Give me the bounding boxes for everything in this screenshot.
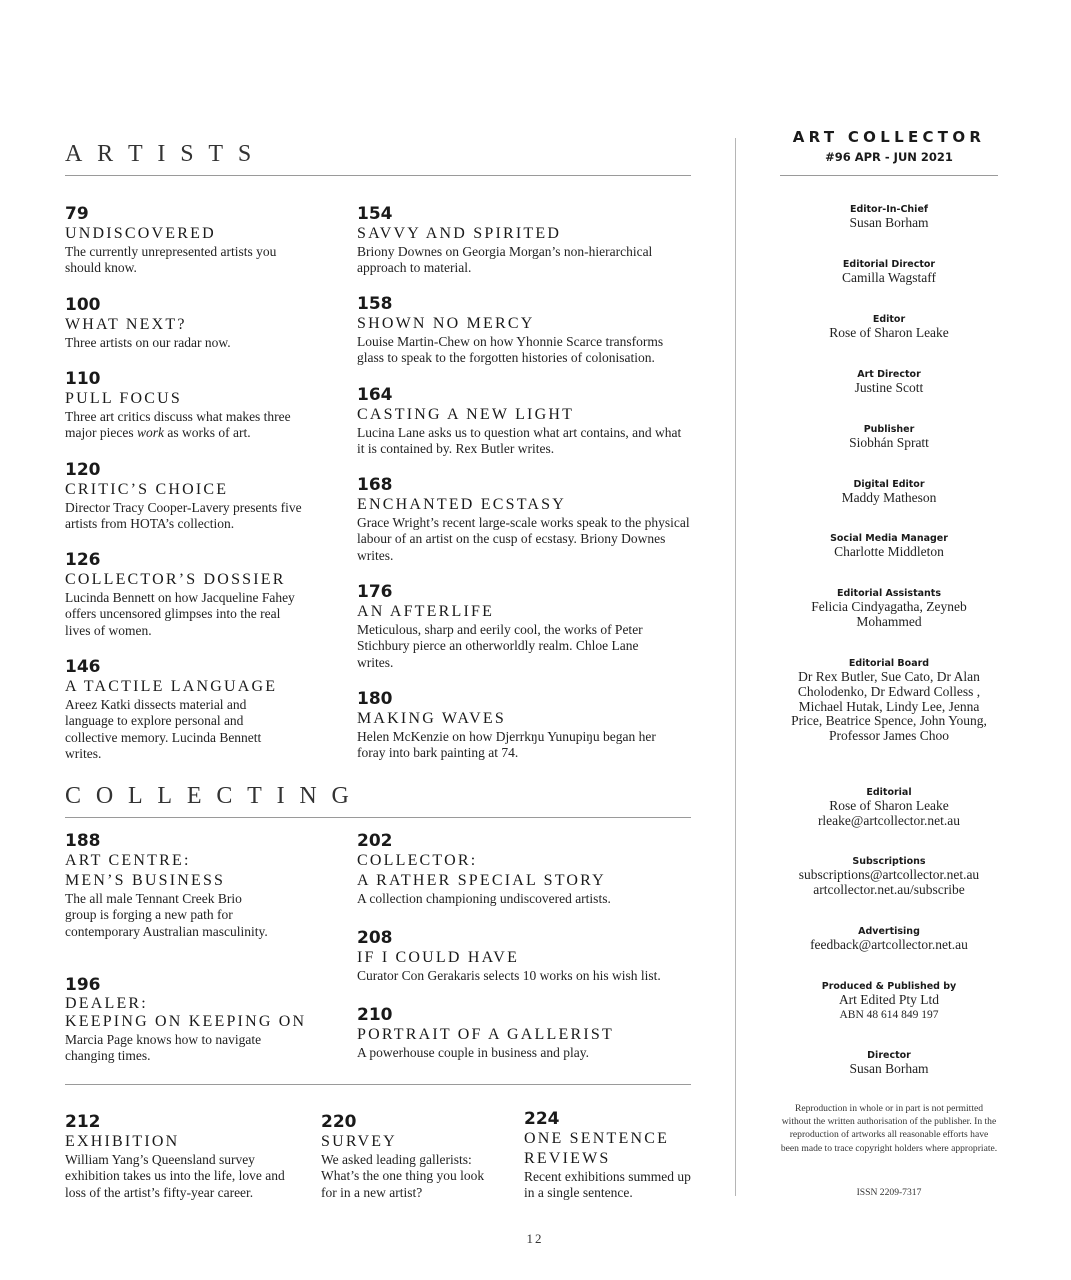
entry-desc: Areez Katki dissects material and language to explore personal and collective memory. Lucinda Bennett writes. bbox=[65, 697, 262, 762]
entry-title: DEALER: bbox=[65, 995, 148, 1012]
toc-entry[interactable] bbox=[65, 831, 275, 940]
entry-title: IF I COULD HAVE bbox=[357, 949, 520, 966]
entry-desc: Marcia Page knows how to navigate changing times. bbox=[65, 1032, 262, 1064]
page-ref: 158 bbox=[357, 294, 393, 314]
staff-role: Editor-In-Chief bbox=[849, 204, 929, 215]
entry-desc: Louise Martin-Chew on how Yhonnie Scarce transforms glass to speak to the forgotten histories of colonisation. bbox=[357, 334, 664, 366]
staff-credit bbox=[780, 1049, 998, 1077]
entry-title: A TACTILE LANGUAGE bbox=[65, 678, 278, 695]
staff-role: Social Media Manager bbox=[830, 533, 948, 544]
entry-title: ART CENTRE: bbox=[65, 852, 191, 869]
subscribe-link[interactable]: artcollector.net.au/subscribe bbox=[813, 881, 965, 897]
staff-name: Charlotte Middleton bbox=[834, 544, 944, 559]
staff-role: Director bbox=[867, 1050, 911, 1061]
page-ref: 154 bbox=[357, 204, 393, 224]
entry-desc: We asked leading gallerists: What’s the one thing you look for in a new artist? bbox=[321, 1152, 485, 1200]
entry-title: SAVVY AND SPIRITED bbox=[357, 225, 562, 242]
page-ref: 120 bbox=[65, 460, 101, 480]
page-ref: 110 bbox=[65, 369, 101, 389]
page-ref: 188 bbox=[65, 831, 101, 851]
toc-entry[interactable] bbox=[524, 1109, 694, 1202]
entry-title: REVIEWS bbox=[524, 1150, 611, 1167]
entry-desc: Curator Con Gerakaris selects 10 works on his wish list. bbox=[357, 968, 661, 983]
entry-title: ONE SENTENCE bbox=[524, 1130, 670, 1147]
entry-desc: A powerhouse couple in business and play. bbox=[357, 1045, 589, 1060]
emphasis: work bbox=[136, 425, 164, 441]
entry-title: AN AFTERLIFE bbox=[357, 603, 495, 620]
entry-title: EXHIBITION bbox=[65, 1133, 180, 1150]
toc-entry[interactable] bbox=[65, 369, 315, 442]
entry-title: SURVEY bbox=[321, 1133, 397, 1150]
entry-title: CRITIC’S CHOICE bbox=[65, 481, 229, 498]
staff-credit bbox=[780, 423, 998, 451]
entry-title: MAKING WAVES bbox=[357, 710, 506, 727]
staff-role: Editorial Director bbox=[842, 259, 936, 270]
page-number: 12 bbox=[526, 1231, 544, 1246]
staff-name: Felicia Cindyagatha, Zeyneb Mohammed bbox=[811, 599, 967, 629]
toc-entry[interactable] bbox=[65, 550, 305, 639]
page-ref: 100 bbox=[65, 295, 101, 315]
entry-title: WHAT NEXT? bbox=[65, 316, 187, 333]
staff-name: Susan Borham bbox=[849, 215, 929, 230]
entry-title: ENCHANTED ECSTASY bbox=[357, 496, 567, 513]
toc-entry[interactable] bbox=[357, 475, 692, 564]
page-ref: 180 bbox=[357, 689, 393, 709]
entry-title: PORTRAIT OF A GALLERIST bbox=[357, 1026, 614, 1043]
staff-credit bbox=[780, 478, 998, 506]
toc-entry[interactable] bbox=[357, 928, 692, 984]
page-ref: 168 bbox=[357, 475, 393, 495]
staff-role: Produced & Published by bbox=[821, 981, 957, 992]
staff-name: Camilla Wagstaff bbox=[841, 270, 937, 285]
entry-desc: A collection championing undiscovered artists. bbox=[357, 891, 611, 906]
staff-credit bbox=[780, 980, 998, 1023]
page-ref: 202 bbox=[357, 831, 393, 851]
staff-role: Art Director bbox=[857, 369, 921, 380]
staff-name: Maddy Matheson bbox=[841, 490, 937, 505]
staff-email[interactable]: rleake@artcollector.net.au bbox=[817, 812, 961, 828]
page-ref: 210 bbox=[357, 1005, 393, 1025]
staff-role: Advertising bbox=[858, 926, 920, 937]
staff-name: Siobhán Spratt bbox=[849, 435, 929, 450]
toc-entry[interactable] bbox=[65, 204, 315, 277]
entry-desc: Three artists on our radar now. bbox=[65, 335, 231, 350]
entry-title: CASTING A NEW LIGHT bbox=[357, 406, 575, 423]
staff-role: Digital Editor bbox=[853, 479, 925, 490]
staff-name: Rose of Sharon Leake bbox=[829, 325, 949, 340]
toc-entry[interactable] bbox=[357, 1005, 687, 1061]
entry-desc: Recent exhibitions summed up in a single sentence. bbox=[524, 1169, 691, 1201]
section-heading-collecting: C O L L E C T I N G bbox=[65, 783, 354, 809]
entry-desc: Lucina Lane asks us to question what art contains, and what it is contained by. Rex Butler writes. bbox=[357, 425, 682, 457]
staff-credit bbox=[780, 855, 998, 898]
section-heading-artists: A R T I S T S bbox=[65, 141, 257, 167]
toc-entry[interactable] bbox=[65, 975, 310, 1065]
entry-desc: William Yang’s Queensland survey exhibition takes us into the life, love and loss of the artist’s fifty-year career. bbox=[65, 1152, 285, 1200]
masthead-rule bbox=[780, 175, 998, 176]
abn: ABN 48 614 849 197 bbox=[839, 1008, 939, 1021]
toc-entry[interactable] bbox=[357, 204, 687, 277]
toc-entry[interactable] bbox=[357, 582, 677, 671]
toc-entry[interactable] bbox=[357, 689, 687, 762]
entry-title: SHOWN NO MERCY bbox=[357, 315, 535, 332]
staff-role: Editorial Assistants bbox=[836, 588, 941, 599]
staff-name: Dr Rex Butler, Sue Cato, Dr Alan Cholodenko, Dr Edward Colless , Michael Hutak, Lindy Lee, Jenna Price, Beatrice Spence, John Young, Professor James Choo bbox=[791, 669, 987, 744]
staff-credit bbox=[780, 203, 998, 231]
page-ref: 176 bbox=[357, 582, 393, 602]
staff-credit bbox=[780, 532, 998, 560]
staff-credit bbox=[786, 657, 992, 744]
toc-entry[interactable] bbox=[357, 831, 687, 907]
section-rule bbox=[65, 817, 691, 818]
entry-desc: Meticulous, sharp and eerily cool, the works of Peter Stichbury pierce an otherworldly realm. Chloe Lane writes. bbox=[357, 622, 643, 670]
entry-desc: Director Tracy Cooper-Lavery presents five artists from HOTA’s collection. bbox=[65, 500, 302, 532]
copyright-disclaimer: Reproduction in whole or in part is not permitted without the written authorisation of the publisher. In the reproduction of artworks all reasonable efforts have been made to trace copyright holders where appropriate. bbox=[780, 1103, 998, 1154]
staff-credit bbox=[780, 925, 998, 953]
subscriptions-email[interactable]: subscriptions@artcollector.net.au bbox=[798, 867, 980, 882]
staff-credit bbox=[780, 313, 998, 341]
page-ref: 126 bbox=[65, 550, 101, 570]
masthead-issue: #96 APR - JUN 2021 bbox=[825, 150, 953, 164]
toc-entry[interactable] bbox=[357, 294, 692, 367]
page-ref: 220 bbox=[321, 1112, 357, 1132]
issn: ISSN 2209-7317 bbox=[856, 1187, 922, 1198]
staff-role: Publisher bbox=[863, 424, 915, 435]
entry-desc: The all male Tennant Creek Brio group is forging a new path for contemporary Australian masculinity. bbox=[65, 891, 268, 939]
toc-entry[interactable] bbox=[65, 657, 295, 763]
advertising-email[interactable]: feedback@artcollector.net.au bbox=[810, 937, 968, 952]
section-rule bbox=[65, 175, 691, 176]
entry-title: UNDISCOVERED bbox=[65, 225, 216, 242]
staff-name: Art Edited Pty Ltd bbox=[838, 992, 940, 1007]
toc-entry[interactable] bbox=[65, 460, 305, 533]
page-ref: 79 bbox=[65, 204, 89, 224]
staff-name: Justine Scott bbox=[854, 380, 924, 395]
staff-name: Rose of Sharon Leake bbox=[829, 798, 949, 813]
entry-title: KEEPING ON KEEPING ON bbox=[65, 1013, 307, 1030]
toc-entry[interactable] bbox=[65, 295, 315, 351]
entry-desc: The currently unrepresented artists you should know. bbox=[65, 244, 277, 276]
entry-desc: Grace Wright’s recent large-scale works speak to the physical labour of an artist on the cusp of ecstasy. Briony Downes writes. bbox=[357, 515, 690, 563]
entry-desc: Three art critics discuss what makes three major pieces work as works of art. bbox=[65, 409, 291, 441]
page-ref: 164 bbox=[357, 385, 393, 405]
entry-title: COLLECTOR: bbox=[357, 852, 478, 869]
entry-title: A RATHER SPECIAL STORY bbox=[357, 872, 606, 889]
entry-desc: Briony Downes on Georgia Morgan’s non-hierarchical approach to material. bbox=[357, 244, 653, 276]
staff-role: Subscriptions bbox=[852, 856, 926, 867]
page-ref: 196 bbox=[65, 975, 101, 995]
entry-title: COLLECTOR’S DOSSIER bbox=[65, 571, 286, 588]
staff-credit bbox=[796, 587, 982, 630]
toc-entry[interactable] bbox=[357, 385, 687, 458]
column-divider bbox=[735, 138, 736, 1196]
staff-name: Susan Borham bbox=[849, 1061, 929, 1076]
toc-entry[interactable] bbox=[321, 1112, 501, 1201]
page-ref: 146 bbox=[65, 657, 101, 677]
entry-title: PULL FOCUS bbox=[65, 390, 182, 407]
entry-desc: Helen McKenzie on how Djerrkŋu Yunupiŋu began her foray into bark painting at 74. bbox=[357, 729, 656, 761]
masthead-title: ART COLLECTOR bbox=[792, 128, 986, 146]
staff-credit bbox=[780, 368, 998, 396]
page-ref: 208 bbox=[357, 928, 393, 948]
staff-role: Editorial bbox=[866, 787, 912, 798]
staff-credit bbox=[780, 786, 998, 829]
staff-credit bbox=[780, 258, 998, 286]
staff-role: Editorial Board bbox=[848, 658, 930, 669]
page-ref: 224 bbox=[524, 1109, 560, 1129]
entry-desc: Lucinda Bennett on how Jacqueline Fahey offers uncensored glimpses into the real lives of women. bbox=[65, 590, 295, 638]
toc-entry[interactable] bbox=[65, 1112, 300, 1201]
staff-role: Editor bbox=[872, 314, 906, 325]
entry-title: MEN’S BUSINESS bbox=[65, 872, 226, 889]
page-ref: 212 bbox=[65, 1112, 101, 1132]
section-rule bbox=[65, 1084, 691, 1085]
